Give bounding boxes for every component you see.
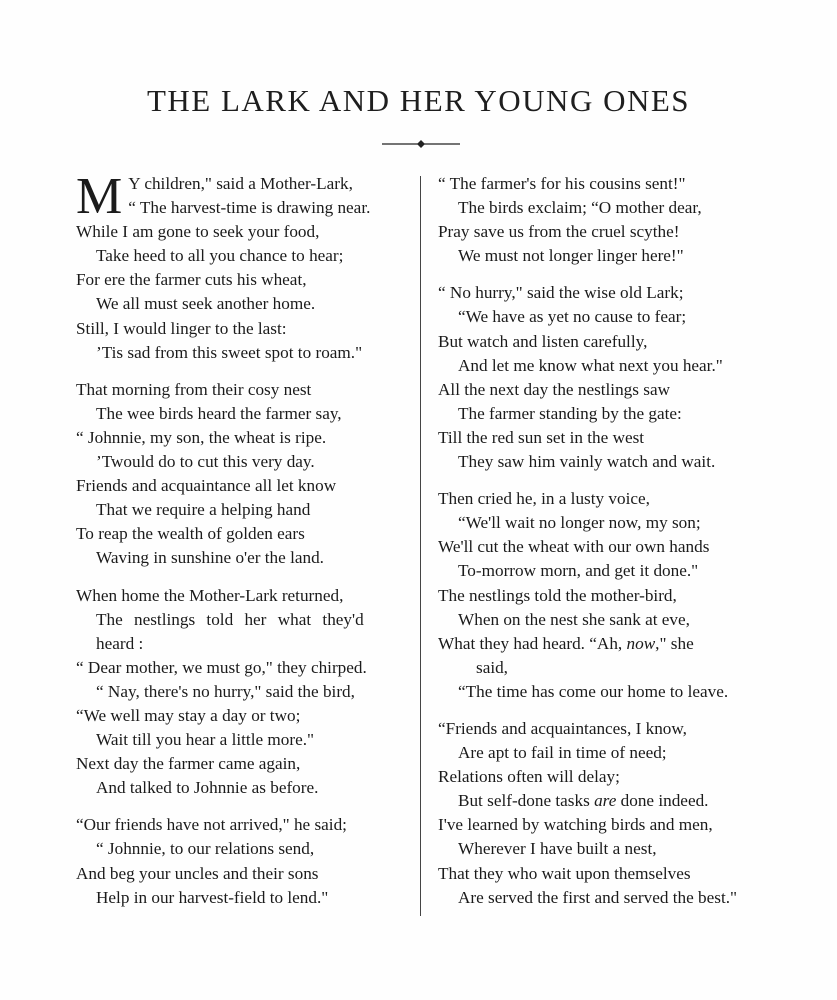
poem-line: To-morrow morn, and get it done." [458,561,699,581]
poem-line: Till the red sun set in the west [438,427,645,447]
poem-line: Friends and acquaintance all let know [76,476,337,496]
stanza-5 [438,172,823,268]
poem-line: ’Twould do to cut this very day. [96,452,315,472]
poem-line: “ The harvest-time is drawing near. [128,198,371,218]
poem-line: Still, I would linger to the last: [76,318,287,338]
stanza-6 [438,281,823,474]
poem-line: “We have as yet no cause to fear; [458,307,687,327]
poem-line: “We well may stay a day or two; [76,705,301,725]
poem-line: “Our friends have not arrived," he said; [76,815,347,835]
stanza-7 [438,487,823,704]
column-divider [420,176,421,916]
stanza-2 [76,378,411,571]
poem-line: The nestlings told the mother-bird, [438,585,677,605]
poem-line: That they who wait upon themselves [438,863,691,883]
poem-line: Are apt to fail in time of need; [458,743,667,763]
poem-line: But watch and listen carefully, [438,331,648,351]
poem-line: But self-done tasks are done indeed. [458,791,709,811]
poem-line: I've learned by watching birds and men, [438,815,713,835]
poem-line: Take heed to all you chance to hear; [96,246,344,266]
poem-line: That we require a helping hand [96,500,311,520]
poem-line: That morning from their cosy nest [76,379,312,399]
poem-line: “ Johnnie, to our relations send, [96,839,315,859]
poem-line: “ The farmer's for his cousins sent!" [438,174,686,193]
poem-line: The nestlings told her what they'd [96,609,364,629]
poem-line: Waving in sunshine o'er the land. [96,548,324,568]
poem-line: ’Tis sad from this sweet spot to roam." [96,342,363,362]
poem-line: Are served the first and served the best." [458,887,738,907]
poem-line: When home the Mother-Lark returned, [76,585,344,605]
stanza-1 [76,168,411,365]
poem-line: When on the nest she sank at eve, [458,609,690,629]
poem-line: The wee birds heard the farmer say, [96,403,342,423]
poem-line: And let me know what next you hear." [458,355,723,375]
stanza-3 [76,584,411,801]
poem-line: For ere the farmer cuts his wheat, [76,270,307,290]
poem-line: Wherever I have built a nest, [458,839,657,859]
poem-line: And beg your uncles and their sons [76,863,319,883]
poem-line: heard : [96,633,144,653]
poem-line: What they had heard. “Ah, now," she [438,633,694,653]
poem-line: The birds exclaim; “O mother dear, [458,198,702,218]
poem-line: “ Dear mother, we must go," they chirped. [76,657,367,677]
stanza-4 [76,813,411,909]
drop-cap: M [76,168,123,225]
poem-line: M Y children," said a Mother-Lark, [76,168,353,225]
poem-line: said, [476,657,508,677]
poem-line: We'll cut the wheat with our own hands [438,537,710,557]
poem-line: We must not longer linger here!" [458,246,684,266]
poem-line: “ Nay, there's no hurry," said the bird, [96,681,355,701]
poem-line: “We'll wait no longer now, my son; [458,513,701,533]
poem-line: Relations often will delay; [438,767,620,787]
stanza-8 [438,717,823,910]
poem-line: “The time has come our home to leave. [458,681,729,701]
poem-line: To reap the wealth of golden ears [76,524,305,544]
poem-line: The farmer standing by the gate: [458,403,682,423]
poem-line: “ No hurry," said the wise old Lark; [438,283,684,303]
poem-line: Next day the farmer came again, [76,754,301,774]
poem-column-left [76,168,411,910]
poem-line: Then cried he, in a lusty voice, [438,489,650,509]
poem-line: Wait till you hear a little more." [96,730,315,750]
poem-line: Pray save us from the cruel scythe! [438,222,680,242]
poem-line: We all must seek another home. [96,294,316,314]
poem-line: They saw him vainly watch and wait. [458,452,716,472]
page-title: THE LARK AND HER YOUNG ONES [146,83,691,118]
poem-line: “ Johnnie, my son, the wheat is ripe. [76,427,327,447]
poem-line: While I am gone to seek your food, [76,222,320,242]
poem-line: All the next day the nestlings saw [438,379,670,399]
poem-column-right [438,172,823,910]
poem-line: And talked to Johnnie as before. [96,778,319,798]
poem-line: “Friends and acquaintances, I know, [438,718,687,738]
poem-line: Help in our harvest-field to lend." [96,887,329,907]
title-ornament [382,138,460,150]
